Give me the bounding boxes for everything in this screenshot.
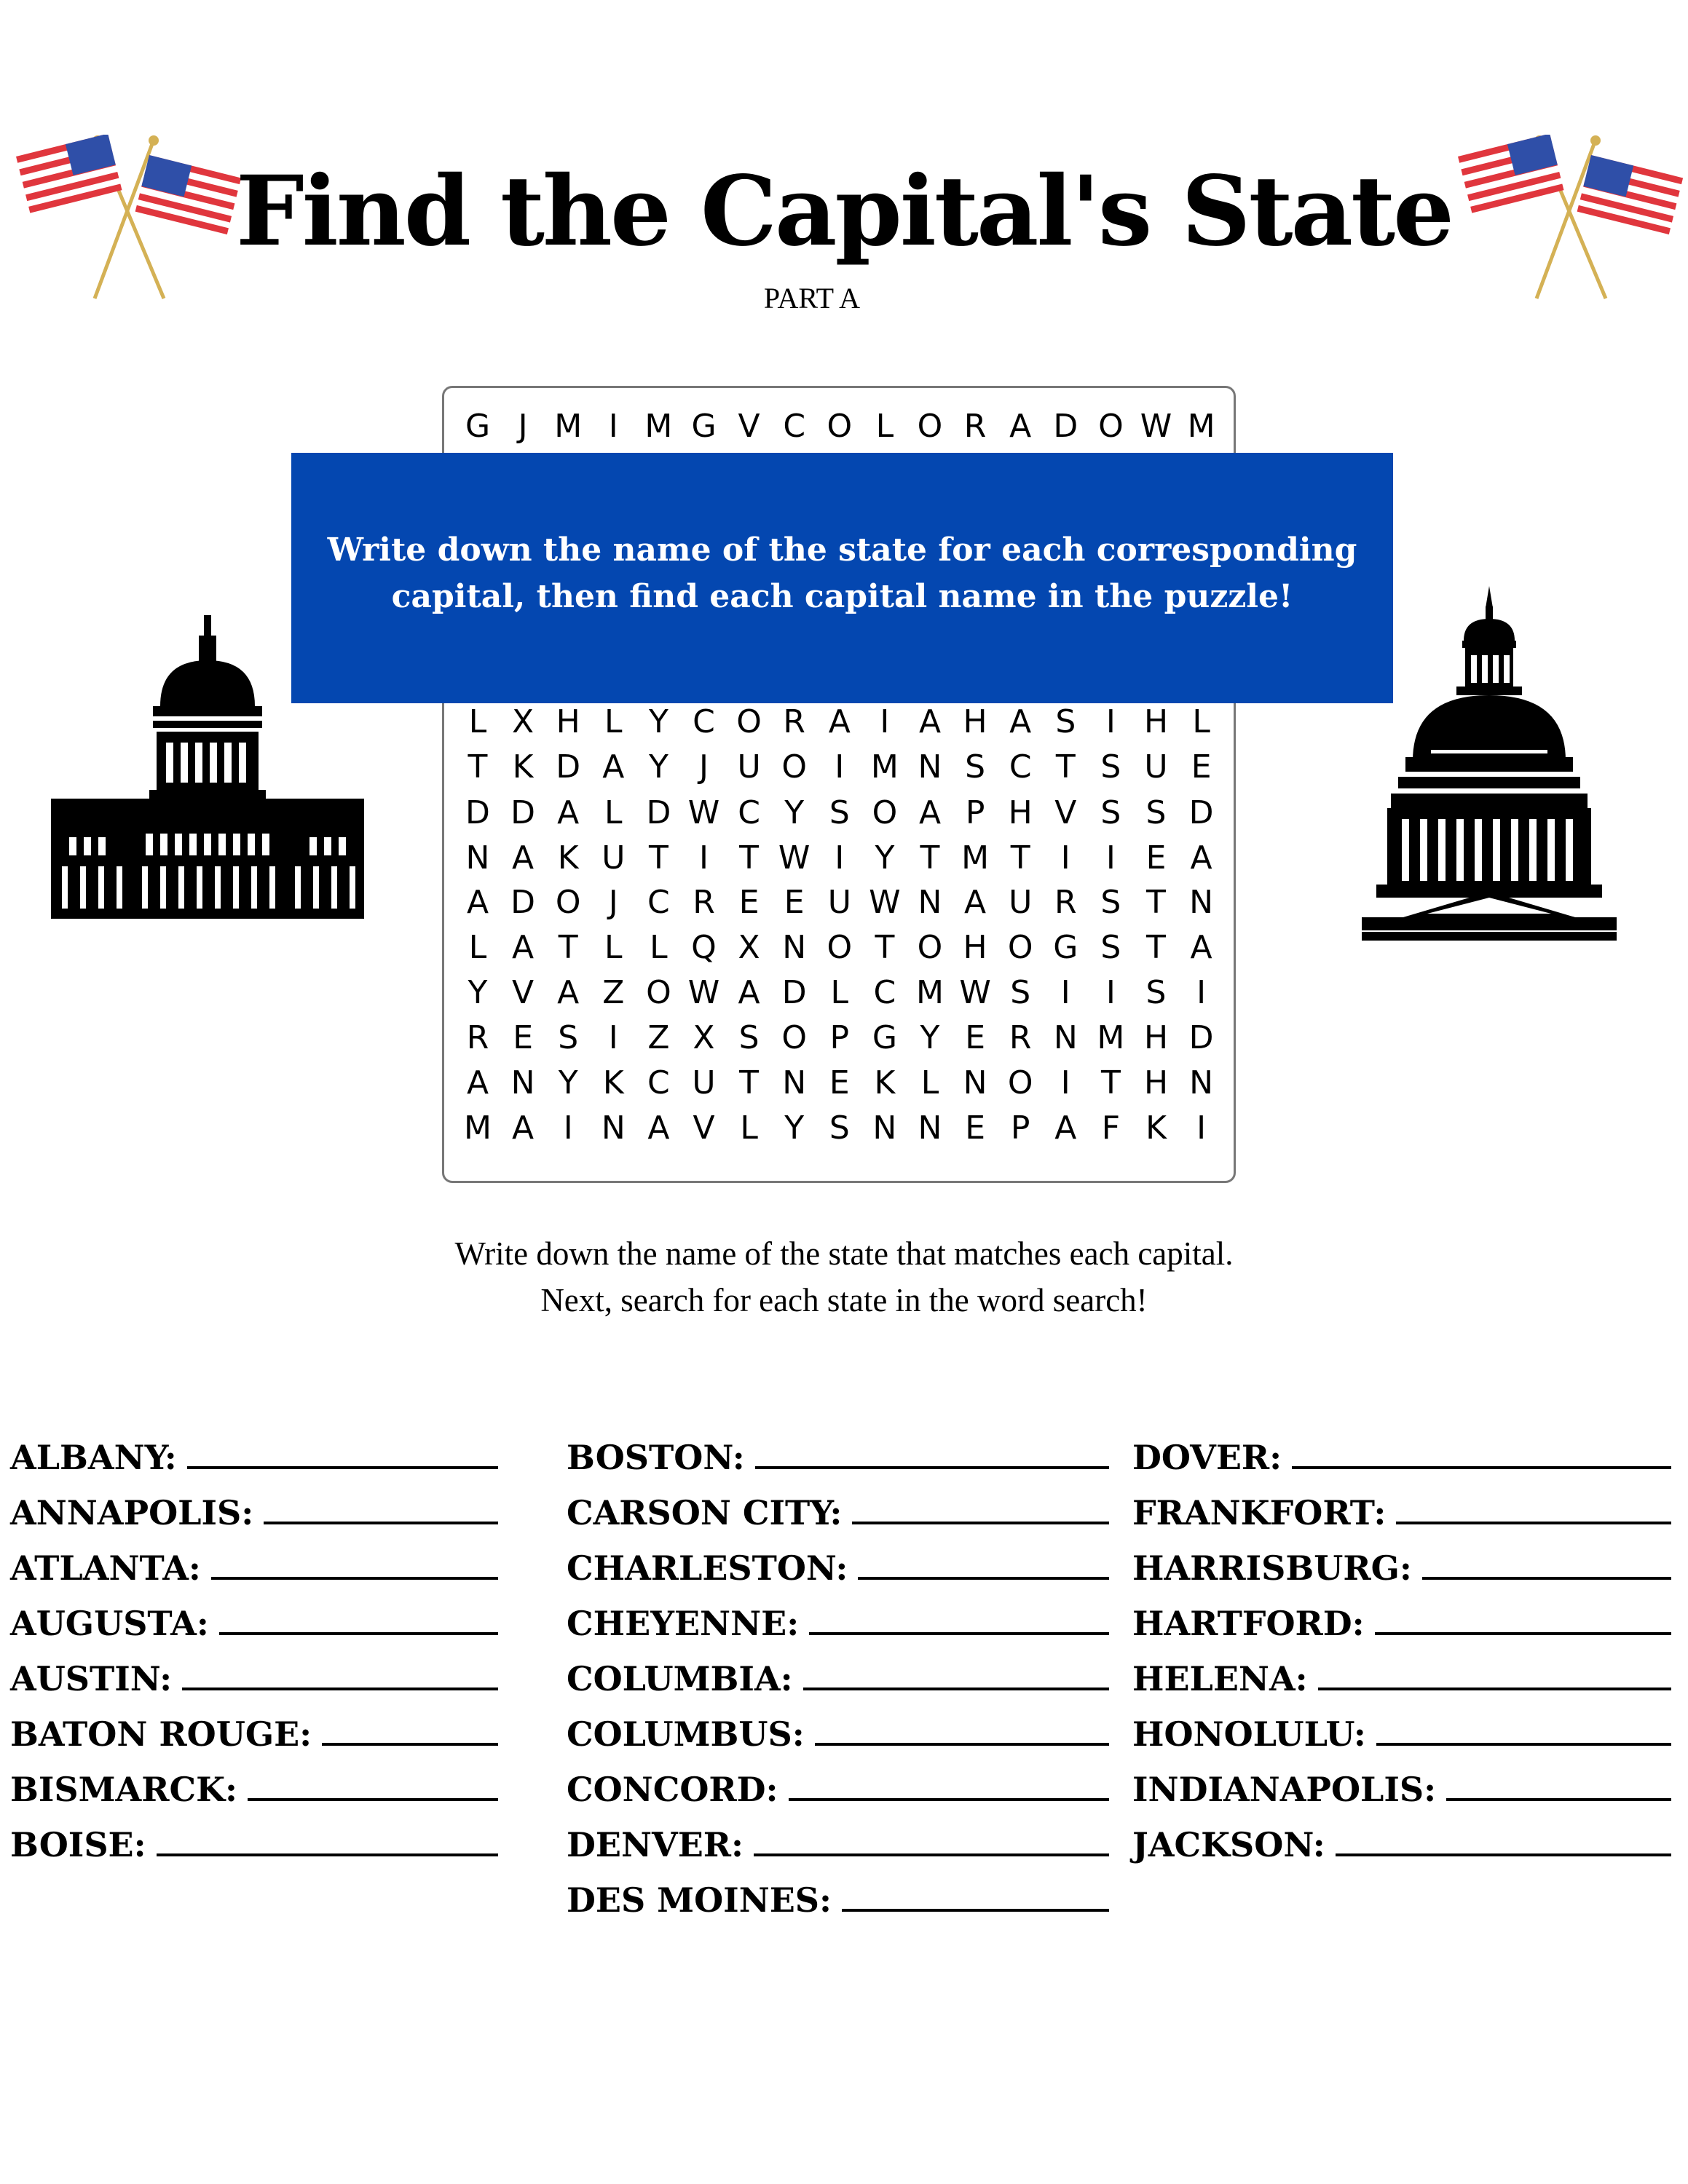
grid-letter: O (555, 884, 581, 921)
grid-letter: D (1188, 794, 1214, 831)
capital-label: DES MOINES: (567, 1880, 832, 1920)
banner-line-2: capital, then find each capital name in the puzzle! (391, 578, 1293, 615)
grid-letter: T (1010, 839, 1030, 877)
grid-letter: W (959, 974, 991, 1011)
grid-letter: A (1190, 839, 1212, 877)
answer-blank[interactable] (1318, 1658, 1671, 1690)
banner-line-1: Write down the name of the state for each corresponding (327, 531, 1357, 569)
grid-letter: E (738, 884, 760, 921)
grid-letter: Y (784, 794, 805, 831)
answer-blank[interactable] (1336, 1824, 1671, 1856)
capital-label: ATLANTA: (10, 1548, 201, 1588)
grid-letter: T (739, 839, 760, 877)
answer-blank[interactable] (322, 1714, 498, 1746)
grid-letter: A (557, 794, 580, 831)
grid-letter: I (1105, 974, 1116, 1011)
grid-letter: T (648, 839, 669, 877)
capital-entry (567, 1706, 1109, 1762)
grid-letter: S (1145, 974, 1167, 1011)
grid-letter: M (554, 408, 583, 445)
grid-letter: M (916, 974, 944, 1011)
capital-label: JACKSON: (1132, 1825, 1325, 1864)
grid-letter: R (466, 1019, 489, 1056)
capital-entry (1132, 1485, 1671, 1540)
answer-blank[interactable] (789, 1769, 1109, 1801)
grid-letter: Y (468, 974, 488, 1011)
grid-letter: Y (920, 1019, 940, 1056)
grid-letter: R (783, 703, 805, 740)
grid-letter: Y (784, 1109, 805, 1147)
grid-letter: N (782, 929, 807, 966)
grid-letter: I (835, 748, 845, 786)
grid-letter: U (692, 1064, 716, 1101)
capital-entry (10, 1596, 498, 1651)
grid-letter: A (602, 748, 625, 786)
capital-label: ALBANY: (10, 1438, 177, 1477)
grid-letter: T (875, 929, 895, 966)
grid-letter: Y (875, 839, 895, 877)
capital-entry (567, 1762, 1109, 1817)
grid-letter: U (827, 884, 851, 921)
grid-letter: I (1105, 703, 1116, 740)
grid-letter: G (1053, 929, 1078, 966)
grid-letter: E (965, 1109, 985, 1147)
grid-letter: F (1101, 1109, 1121, 1147)
grid-letter: N (918, 884, 942, 921)
capital-entry (1132, 1540, 1671, 1596)
grid-row (444, 970, 1234, 1016)
grid-letter: E (784, 884, 805, 921)
grid-letter: N (963, 1064, 987, 1101)
page-subtitle: PART A (763, 282, 861, 314)
grid-letter: Q (691, 929, 717, 966)
answer-blank[interactable] (809, 1603, 1109, 1635)
capital-entry (1132, 1706, 1671, 1762)
grid-letter: I (563, 1109, 573, 1147)
grid-letter: A (557, 974, 580, 1011)
grid-letter: D (510, 794, 536, 831)
grid-letter: M (870, 748, 899, 786)
capital-entry (1132, 1817, 1671, 1872)
grid-letter: T (1146, 884, 1166, 921)
grid-letter: A (1009, 408, 1032, 445)
grid-letter: S (1100, 884, 1121, 921)
grid-letter: C (783, 408, 806, 445)
grid-letter: I (608, 1019, 618, 1056)
grid-letter: J (608, 884, 618, 921)
grid-letter: C (873, 974, 896, 1011)
grid-letter: L (468, 703, 487, 740)
grid-letter: Y (558, 1064, 578, 1101)
grid-letter: S (1145, 794, 1167, 831)
capital-entry (10, 1540, 498, 1596)
grid-letter: L (830, 974, 849, 1011)
grid-letter: C (647, 1064, 670, 1101)
answer-blank[interactable] (157, 1824, 498, 1856)
grid-letter: R (693, 884, 715, 921)
grid-letter: O (646, 974, 671, 1011)
grid-letter: T (468, 748, 488, 786)
capital-label: CARSON CITY: (567, 1493, 843, 1532)
capital-label: FRANKFORT: (1132, 1493, 1387, 1532)
grid-letter: S (738, 1019, 760, 1056)
grid-letter: L (875, 408, 894, 445)
grid-letter: P (1010, 1109, 1030, 1147)
grid-letter: C (738, 794, 760, 831)
instructions-line-1: Write down the name of the state that matches each capital. (454, 1235, 1234, 1272)
grid-letter: J (699, 748, 709, 786)
capital-label: COLUMBIA: (567, 1659, 793, 1698)
grid-letter: I (1105, 839, 1116, 877)
grid-letter: N (1189, 884, 1214, 921)
grid-letter: A (1190, 929, 1212, 966)
capital-label: HELENA: (1132, 1659, 1308, 1698)
grid-letter: E (1145, 839, 1167, 877)
instructions-line-2: Next, search for each state in the word search! (540, 1282, 1148, 1318)
capital-entry (567, 1817, 1109, 1872)
capital-label: COLUMBUS: (567, 1714, 805, 1754)
grid-letter: D (510, 884, 536, 921)
capital-entry (567, 1872, 1109, 1928)
grid-letter: S (965, 748, 986, 786)
grid-letter: N (918, 748, 942, 786)
grid-letter: N (510, 1064, 535, 1101)
grid-letter: D (465, 794, 490, 831)
answer-blank[interactable] (264, 1492, 498, 1524)
capital-entry (567, 1540, 1109, 1596)
answer-blank[interactable] (1376, 1714, 1671, 1746)
grid-letter: K (874, 1064, 896, 1101)
grid-letter: W (869, 884, 901, 921)
grid-letter: M (1187, 408, 1215, 445)
answer-blank[interactable] (1446, 1769, 1671, 1801)
grid-letter: A (738, 974, 760, 1011)
grid-letter: S (829, 1109, 850, 1147)
capital-label: AUGUSTA: (10, 1604, 209, 1643)
grid-letter: H (963, 703, 987, 740)
grid-row (444, 1016, 1234, 1061)
grid-row (444, 836, 1234, 881)
capital-label: BOSTON: (567, 1438, 745, 1477)
grid-letter: U (602, 839, 626, 877)
capitol-building-icon (51, 615, 364, 921)
answer-blank[interactable] (755, 1437, 1109, 1469)
grid-letter: O (781, 1019, 807, 1056)
grid-letter: J (518, 408, 528, 445)
grid-letter: R (1009, 1019, 1032, 1056)
answer-blank[interactable] (842, 1880, 1109, 1912)
grid-letter: D (1188, 1019, 1214, 1056)
capital-label: CHEYENNE: (567, 1604, 800, 1643)
grid-letter: K (557, 839, 579, 877)
grid-letter: V (738, 408, 760, 445)
grid-letter: M (464, 1109, 492, 1147)
grid-letter: P (829, 1019, 850, 1056)
grid-letter: A (1009, 703, 1032, 740)
grid-letter: L (604, 703, 623, 740)
grid-letter: Y (648, 748, 669, 786)
capital-entry (10, 1430, 498, 1485)
capital-entry (1132, 1430, 1671, 1485)
grid-letter: M (961, 839, 990, 877)
grid-letter: A (828, 703, 851, 740)
grid-letter: W (687, 974, 720, 1011)
grid-letter: O (1098, 408, 1124, 445)
capital-label: BOISE: (10, 1825, 146, 1864)
grid-letter: A (918, 703, 942, 740)
grid-letter: W (778, 839, 811, 877)
grid-letter: C (647, 884, 670, 921)
grid-row (444, 880, 1234, 925)
grid-letter: P (965, 794, 985, 831)
grid-letter: H (1008, 794, 1033, 831)
capital-entry (10, 1706, 498, 1762)
capital-label: HARRISBURG: (1132, 1548, 1412, 1588)
grid-letter: E (965, 1019, 985, 1056)
grid-letter: A (466, 1064, 489, 1101)
grid-letter: C (1009, 748, 1032, 786)
grid-letter: I (699, 839, 709, 877)
grid-letter: N (1189, 1064, 1214, 1101)
capital-entry (1132, 1651, 1671, 1706)
grid-letter: C (693, 703, 715, 740)
capital-entry (567, 1485, 1109, 1540)
grid-letter: H (1143, 1064, 1169, 1101)
capital-entry (1132, 1596, 1671, 1651)
grid-letter: L (740, 1109, 758, 1147)
capitol-dome-icon (1362, 586, 1617, 950)
grid-letter: U (1009, 884, 1033, 921)
grid-letter: L (604, 794, 623, 831)
grid-row (444, 1106, 1234, 1151)
capital-label: CONCORD: (567, 1770, 778, 1809)
grid-letter: S (1055, 703, 1076, 740)
grid-letter: O (736, 703, 762, 740)
capitals-column-3 (1132, 1430, 1671, 1872)
grid-row (444, 1061, 1234, 1106)
capital-label: HARTFORD: (1132, 1604, 1365, 1643)
grid-letter: S (1100, 929, 1121, 966)
grid-row (444, 700, 1234, 745)
capital-label: HONOLULU: (1132, 1714, 1366, 1754)
answer-blank[interactable] (858, 1548, 1109, 1580)
grid-letter: Y (648, 703, 669, 740)
capital-label: DOVER: (1132, 1438, 1282, 1477)
answer-blank[interactable] (1396, 1492, 1671, 1524)
instruction-banner (291, 453, 1393, 703)
grid-letter: N (872, 1109, 897, 1147)
grid-letter: G (872, 1019, 897, 1056)
grid-letter: A (1054, 1109, 1077, 1147)
capital-label: AUSTIN: (10, 1659, 173, 1698)
capitals-column-1 (10, 1430, 498, 1872)
capital-label: CHARLESTON: (567, 1548, 848, 1588)
grid-letter: R (963, 408, 987, 445)
capital-entry (10, 1485, 498, 1540)
grid-letter: T (1055, 748, 1076, 786)
grid-letter: Z (647, 1019, 670, 1056)
grid-letter: A (964, 884, 987, 921)
grid-letter: R (1054, 884, 1077, 921)
answer-blank[interactable] (1422, 1548, 1671, 1580)
grid-letter: S (1100, 748, 1121, 786)
grid-letter: M (1097, 1019, 1125, 1056)
grid-letter: L (1192, 703, 1210, 740)
grid-letter: O (917, 929, 943, 966)
grid-letter: S (829, 794, 850, 831)
grid-row (444, 745, 1234, 790)
capital-label: INDIANAPOLIS: (1132, 1770, 1437, 1809)
answer-blank[interactable] (1292, 1437, 1671, 1469)
grid-letter: I (1060, 974, 1070, 1011)
grid-letter: S (1100, 794, 1121, 831)
capital-entry (1132, 1762, 1671, 1817)
grid-letter: I (608, 408, 618, 445)
grid-letter: K (1145, 1109, 1167, 1147)
grid-letter: A (918, 794, 942, 831)
grid-letter: D (781, 974, 807, 1011)
grid-letter: T (1100, 1064, 1121, 1101)
instructions-text (0, 1230, 1688, 1324)
grid-letter: S (1010, 974, 1031, 1011)
answer-blank[interactable] (182, 1658, 498, 1690)
grid-letter: U (1144, 748, 1168, 786)
capital-label: BISMARCK: (10, 1770, 238, 1809)
grid-letter: A (512, 1109, 535, 1147)
answer-blank[interactable] (248, 1769, 498, 1801)
grid-letter: G (691, 408, 717, 445)
answer-blank[interactable] (187, 1437, 498, 1469)
answer-blank[interactable] (1375, 1603, 1671, 1635)
grid-letter: I (1060, 1064, 1070, 1101)
grid-letter: N (465, 839, 490, 877)
grid-letter: L (604, 929, 623, 966)
grid-letter: O (1007, 929, 1033, 966)
answer-blank[interactable] (219, 1603, 498, 1635)
grid-letter: E (513, 1019, 533, 1056)
capital-entry (567, 1430, 1109, 1485)
grid-letter: D (1053, 408, 1078, 445)
grid-letter: A (647, 1109, 670, 1147)
grid-letter: N (601, 1109, 626, 1147)
grid-letter: H (1143, 703, 1169, 740)
grid-letter: D (646, 794, 671, 831)
answer-blank[interactable] (211, 1548, 498, 1580)
grid-letter: S (558, 1019, 579, 1056)
grid-letter: A (512, 929, 535, 966)
answer-blank[interactable] (815, 1714, 1109, 1746)
grid-letter: O (872, 794, 898, 831)
grid-letter: L (468, 929, 487, 966)
capital-label: DENVER: (567, 1825, 744, 1864)
grid-letter: W (687, 794, 720, 831)
capital-label: ANNAPOLIS: (10, 1493, 254, 1532)
grid-letter: I (1196, 1109, 1207, 1147)
capital-entry (10, 1817, 498, 1872)
capital-entry (10, 1651, 498, 1706)
grid-letter: V (1054, 794, 1077, 831)
answer-blank[interactable] (803, 1658, 1109, 1690)
grid-letter: O (827, 408, 853, 445)
grid-letter: N (782, 1064, 807, 1101)
grid-letter: G (465, 408, 491, 445)
grid-letter: K (512, 748, 534, 786)
grid-letter: I (1196, 974, 1207, 1011)
grid-letter: L (650, 929, 668, 966)
grid-letter: V (693, 1109, 715, 1147)
grid-letter: E (1191, 748, 1212, 786)
grid-letter: X (693, 1019, 715, 1056)
capital-entry (10, 1762, 498, 1817)
grid-letter: I (835, 839, 845, 877)
grid-letter: V (512, 974, 535, 1011)
grid-letter: T (739, 1064, 760, 1101)
grid-letter: Z (602, 974, 625, 1011)
grid-letter: T (558, 929, 578, 966)
grid-letter: H (1143, 1019, 1169, 1056)
grid-letter: N (918, 1109, 942, 1147)
capital-entry (567, 1596, 1109, 1651)
capitals-column-2 (567, 1430, 1109, 1928)
grid-letter: H (556, 703, 580, 740)
grid-letter: I (880, 703, 890, 740)
capital-label: BATON ROUGE: (10, 1714, 312, 1754)
grid-letter: K (602, 1064, 624, 1101)
grid-letter: E (829, 1064, 850, 1101)
grid-letter: O (917, 408, 943, 445)
grid-row (444, 791, 1234, 836)
grid-letter: X (738, 929, 760, 966)
answer-blank[interactable] (754, 1824, 1109, 1856)
capital-entry (567, 1651, 1109, 1706)
grid-letter: A (466, 884, 489, 921)
grid-letter: A (512, 839, 535, 877)
grid-letter: H (963, 929, 987, 966)
grid-letter: T (920, 839, 940, 877)
grid-letter: T (1146, 929, 1166, 966)
grid-letter: I (1060, 839, 1070, 877)
grid-letter: W (1140, 408, 1172, 445)
grid-letter: X (512, 703, 535, 740)
grid-letter: O (827, 929, 853, 966)
grid-letter: O (1007, 1064, 1033, 1101)
grid-letter: N (1053, 1019, 1078, 1056)
grid-letter: L (920, 1064, 939, 1101)
grid-letter: D (556, 748, 581, 786)
grid-letter: O (781, 748, 807, 786)
answer-blank[interactable] (852, 1492, 1109, 1524)
grid-row (444, 925, 1234, 970)
grid-letter: U (737, 748, 761, 786)
grid-letter: M (644, 408, 673, 445)
page-title: Find the Capital's State (235, 155, 1453, 268)
grid-row (444, 404, 1234, 449)
